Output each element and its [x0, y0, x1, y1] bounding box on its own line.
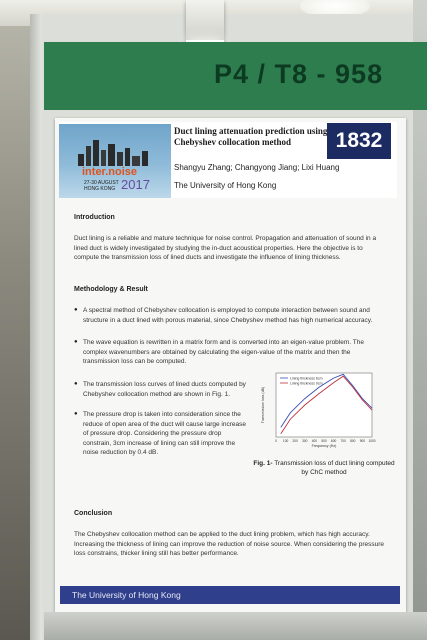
- conference-dates: 27-30 AUGUST HONG KONG: [84, 180, 119, 192]
- poster-footer-text: The University of Hong Kong: [72, 590, 181, 600]
- poster-number-badge: 1832: [327, 123, 391, 159]
- conclusion-heading: Conclusion: [74, 510, 113, 517]
- chart-x-tick-label: 300: [302, 439, 308, 443]
- transmission-loss-chart: [258, 367, 378, 457]
- chart-x-tick-label: 700: [340, 439, 346, 443]
- figure-caption: [250, 459, 398, 477]
- poster-authors: Shangyu Zhang; Changyong Jiang; Lixi Huang: [174, 163, 340, 172]
- chart-x-tick-label: 100: [282, 439, 289, 443]
- booth-number: P4 / T8 - 958: [214, 59, 384, 89]
- chart-x-tick-label: 800: [350, 439, 356, 443]
- bullet-item: ● The pressure drop is taken into consideration since the reduce of open area of the duct will cause large increase of pressure drop. Considering the pressure drop constrain, 3cm increase of lining can still improve the noise reduction by 0.4 dB.: [74, 410, 246, 458]
- bullet-item: ● A spectral method of Chebyshev collocation is employed to compute interaction between sound and structure in a duct lined with porous material, since Chebyshev method has high numerical accuracy.: [74, 306, 384, 325]
- chart-x-tick-label: 400: [311, 439, 318, 443]
- chart-x-tick-label: 200: [292, 439, 298, 443]
- chart-legend-label: Lining thickness 9cm: [290, 381, 323, 386]
- introduction-text: Duct lining is a reliable and mature technique for noise control. Propagation and attenuation of sound in a lined duct is widely investigated by studying the in-duct acoustical properties. Here the objective is to compute the transmission loss of lined ducts and investigate the influence of lining thickness.: [74, 235, 377, 261]
- conference-logo-name: inter.noise: [82, 166, 138, 178]
- methodology-heading: Methodology & Result: [74, 286, 148, 293]
- bullet-item: ● The wave equation is rewritten in a matrix form and is converted into an eigen-value problem. The complex wavenumbers are obtained by calculating the eigen-value of the matrix and then the transmission loss can be computed.: [74, 338, 384, 367]
- bullet-item: ● The transmission loss curves of lined ducts computed by Chebyshev collocation method are shown in Fig. 1.: [74, 380, 246, 399]
- figure-caption-text: Transmission loss of duct lining computed by ChC method: [274, 460, 395, 476]
- poster-affiliation: The University of Hong Kong: [174, 181, 277, 190]
- conclusion-text: The Chebyshev collocation method can be applied to the duct lining problem, which has high accuracy. Increasing the thickness of lining can improve the reduction of noise source. When considering the pressure loss constrains, thicker lining still has better performance.: [74, 531, 385, 557]
- chart-x-tick-label: 1000: [368, 439, 376, 443]
- chart-x-tick-label: 0: [275, 439, 277, 443]
- chart-legend-label: Lining thickness 6cm: [290, 376, 323, 381]
- chart-x-tick-label: 900: [359, 439, 366, 443]
- booth-base: [44, 612, 427, 640]
- skyline-icon: [76, 136, 152, 166]
- conference-year: 2017: [121, 177, 150, 192]
- chart-x-tick-label: 500: [321, 439, 327, 443]
- booth-frame: [30, 14, 42, 640]
- introduction-heading: Introduction: [74, 214, 115, 221]
- figure-caption-label: Fig. 1-: [253, 460, 273, 467]
- poster-title: Duct lining attenuation prediction using Chebyshev collocation method: [174, 126, 328, 147]
- chart-y-axis-label: Transmission loss (dB): [261, 386, 265, 424]
- chart-x-axis-label: Frequency (Hz): [311, 444, 337, 448]
- chart-x-tick-label: 600: [330, 439, 337, 443]
